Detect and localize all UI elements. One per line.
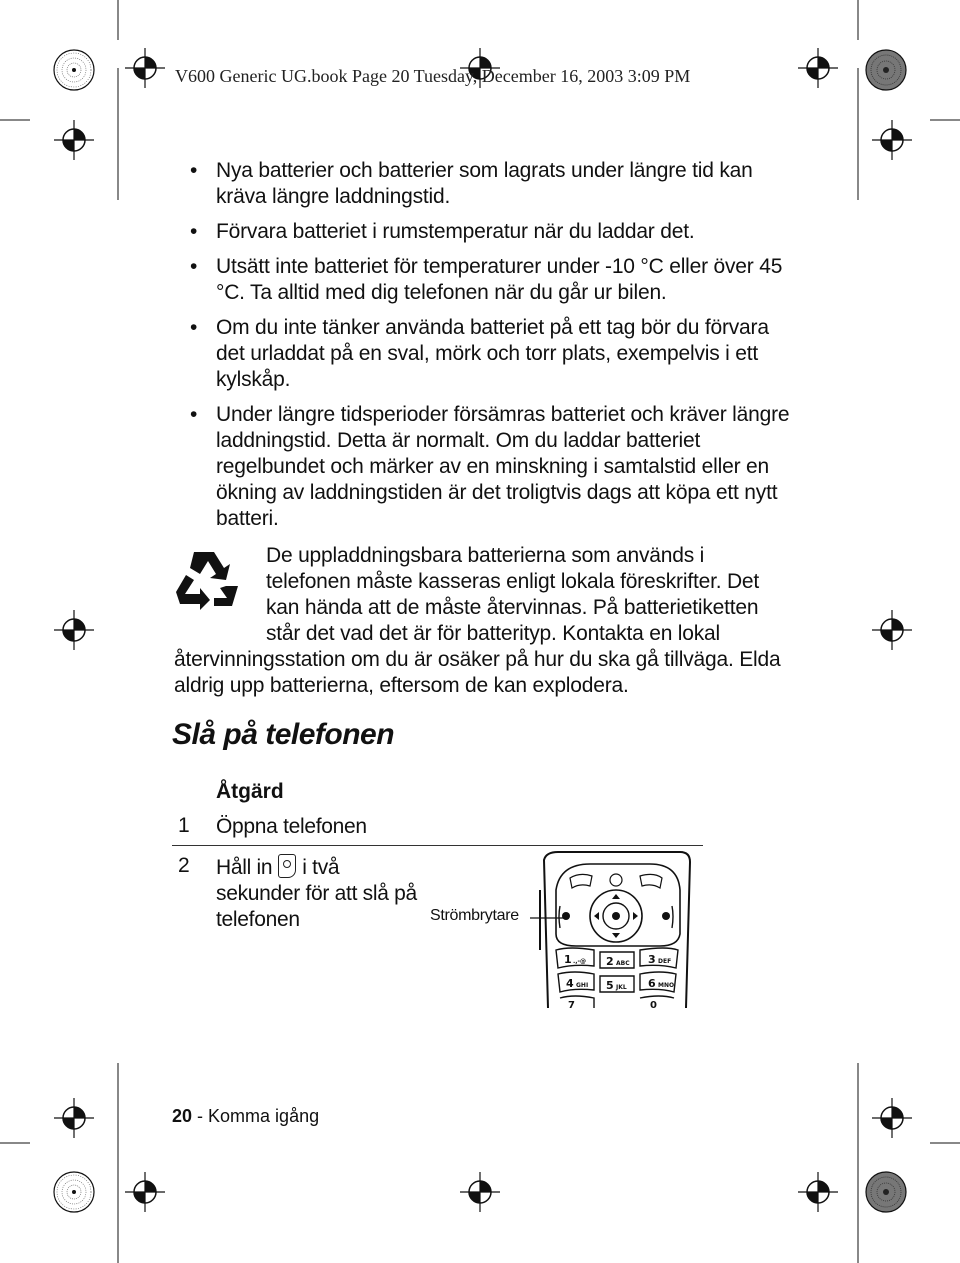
bullet-text: Om du inte tänker använda batteriet på ett tag bör du förvara det urladdat på en sval, mörk och torr plats, exempelvis i ett kylskåp.	[216, 316, 769, 391]
bullet-icon: •	[190, 220, 198, 243]
bullet-text: Förvara batteriet i rumstemperatur när du laddar det.	[216, 220, 695, 243]
svg-text:GHI: GHI	[576, 982, 589, 989]
step-text-line2: sekunder för att slå på	[216, 882, 417, 905]
svg-text:0: 0	[650, 1000, 657, 1008]
svg-text:5: 5	[606, 979, 614, 992]
svg-text:MNO: MNO	[658, 982, 675, 989]
notice-line: aldrig upp batterierna, eftersom de kan explodera.	[174, 674, 629, 697]
svg-text:6: 6	[648, 977, 656, 990]
recycling-notice	[174, 543, 781, 699]
notice-line: kan hända att de måste återvinnas. På batterietiketten	[266, 596, 759, 619]
bullet-icon: •	[190, 316, 198, 339]
svg-text:1: 1	[564, 953, 572, 966]
page-footer	[172, 1106, 319, 1127]
step-number: 2	[178, 854, 190, 877]
notice-line: telefonen måste kasseras enligt lokala föreskrifter. Det	[266, 570, 760, 593]
page-number: 20	[172, 1106, 193, 1126]
step-text	[216, 854, 417, 933]
svg-text:DEF: DEF	[658, 958, 672, 965]
notice-line: De uppladdningsbara batterierna som används i	[266, 544, 705, 567]
power-key-icon	[278, 854, 296, 878]
list-item	[190, 158, 790, 210]
battery-tips-list	[190, 158, 790, 541]
step-text-line3: telefonen	[216, 908, 300, 931]
bullet-text: Under längre tidsperioder försämras batteriet och kräver längre laddningstid. Detta är normalt. Om du laddar batteriet regelbundet och märker av en minskning i samtalstid eller en ökning av laddningstiden är det troligtvis dags att köpa ett nytt batteri.	[216, 403, 790, 530]
svg-text:JKL: JKL	[616, 984, 627, 991]
list-item	[190, 315, 790, 393]
bullet-icon: •	[190, 159, 198, 182]
bullet-icon: •	[190, 255, 198, 278]
bullet-text: Utsätt inte batteriet för temperaturer under -10 °C eller över 45 °C. Ta alltid med dig telefonen när du går ur bilen.	[216, 255, 783, 304]
step-text-after: i två	[302, 856, 340, 879]
svg-text:ABC: ABC	[616, 960, 630, 967]
svg-text:2: 2	[606, 955, 614, 968]
step-text-before: Håll in	[216, 856, 273, 879]
book-header: V600 Generic UG.book Page 20 Tuesday, December 16, 2003 3:09 PM	[175, 66, 691, 86]
svg-text:.,-@: .,-@	[573, 958, 587, 965]
bullet-icon: •	[190, 403, 198, 426]
footer-section: - Komma igång	[197, 1106, 320, 1126]
svg-text:4: 4	[566, 977, 574, 990]
svg-text:3: 3	[648, 953, 656, 966]
notice-line: återvinningsstation om du är osäker på hur du ska gå tillväga. Elda	[174, 648, 781, 671]
step-number: 1	[178, 814, 190, 837]
bullet-text: Nya batterier och batterier som lagrats under längre tid kan kräva längre laddningstid.	[216, 159, 753, 208]
section-title: Slå på telefonen	[172, 718, 395, 751]
list-item	[190, 402, 790, 532]
table-column-header: Åtgärd	[216, 780, 284, 803]
power-key-callout: Strömbrytare	[430, 907, 519, 924]
step-text: Öppna telefonen	[216, 815, 367, 838]
table-divider	[172, 845, 703, 846]
list-item	[190, 254, 790, 306]
list-item	[190, 219, 790, 245]
phone-illustration	[530, 850, 700, 1008]
svg-text:7: 7	[568, 1000, 575, 1008]
notice-line: står det vad det är för batterityp. Kontakta en lokal	[266, 622, 720, 645]
